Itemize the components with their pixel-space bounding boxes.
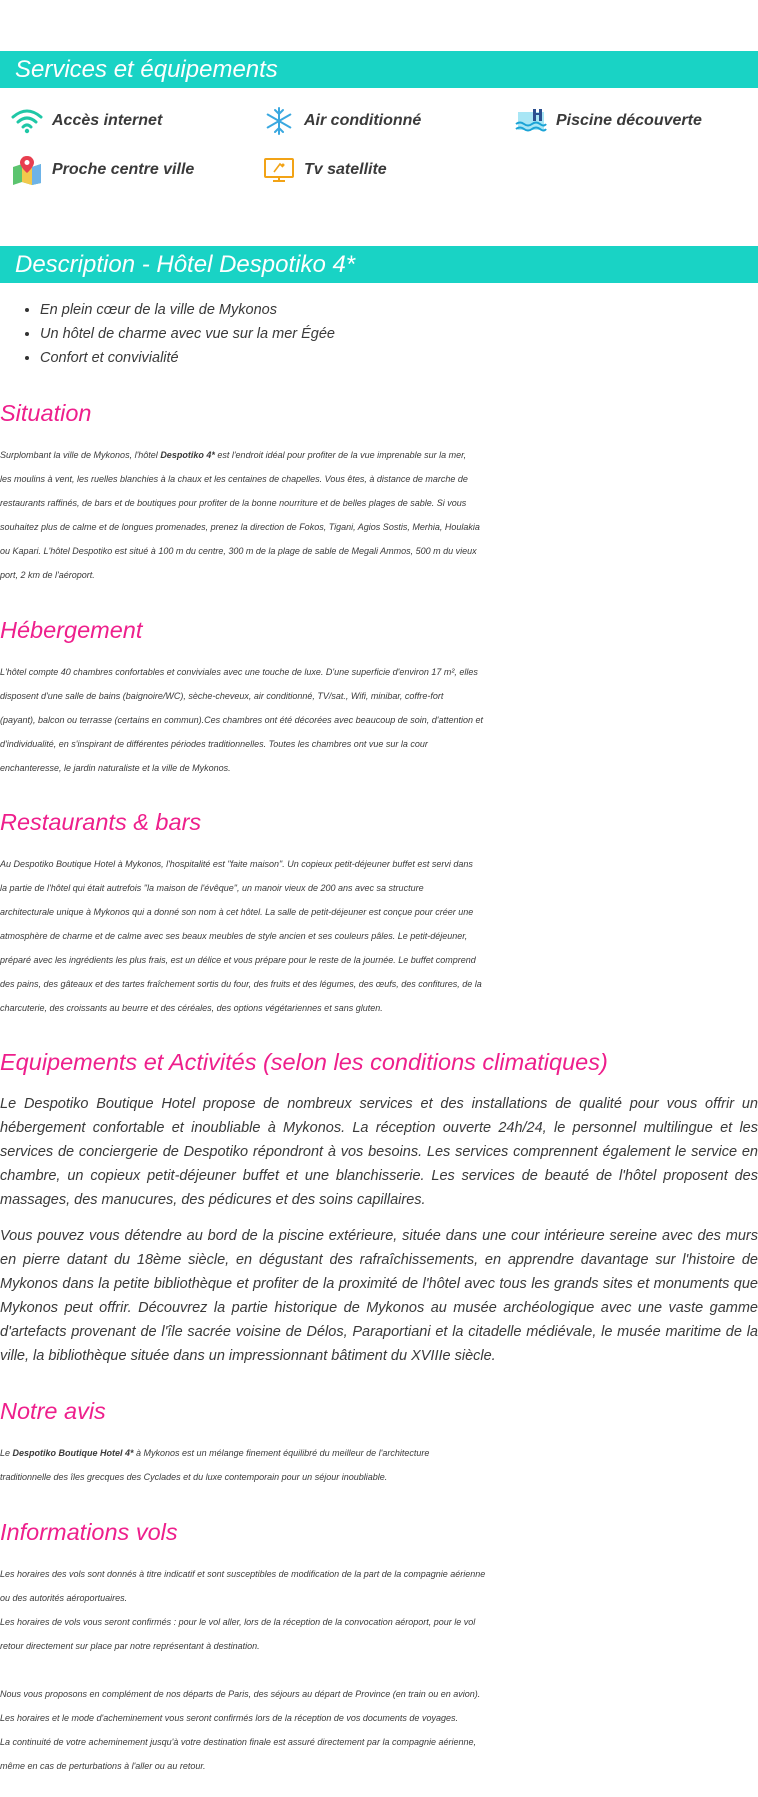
pool-icon <box>514 106 548 136</box>
service-label: Air conditionné <box>304 112 422 129</box>
avis-heading: Notre avis <box>0 1398 106 1424</box>
restaurants-line: la partie de l'hôtel qui était autrefois "la maison de l'évêque", un manoir vieux de 200 ans avec sa structure <box>0 883 424 893</box>
service-label: Piscine découverte <box>556 112 702 129</box>
restaurants-line: architecturale unique à Mykonos qui a donné son nom à cet hôtel. La salle de petit-déjeuner est conçue pour créer une <box>0 907 474 917</box>
service-internet <box>10 106 162 136</box>
situation-line <box>0 443 758 467</box>
service-pool <box>514 106 702 136</box>
equipements-paragraph-1: Le Despotiko Boutique Hotel propose de nombreux services et des installations de qualité pour vous offrir un hébergement confortable et inoubliable à Mykonos. La réception ouverte 24h/24, le personnel multilingue et les services de conciergerie de Despotiko répondront à vos besoins. Les services comprennent également le service en chambre, un copieux petit-déjeuner buffet et une blanchisserie. Les services de beauté de l'hôtel proposent des massages, des manucures, des pédicures et des soins capillaires. <box>0 1096 758 1208</box>
situation-line: souhaitez plus de calme et de longues promenades, prenez la direction de Fokos, Tigani, Agios Sostis, Merhia, Houlakia <box>0 522 480 532</box>
hebergement-line: d'individualité, en s'inspirant de différentes périodes traditionnelles. Toutes les chambres ont vue sur la cour <box>0 739 428 749</box>
situation-line: restaurants raffinés, de bars et de boutiques pour profiter de la bonne nourriture et de belles plages de sable. Si vous <box>0 498 467 508</box>
hebergement-line: enchanteresse, le jardin naturaliste et la ville de Mykonos. <box>0 763 231 773</box>
equipements-paragraph-2: Vous pouvez vous détendre au bord de la piscine extérieure, située dans une cour intérieure sereine avec des murs en pierre datant du 18ème siècle, en dégustant des rafraîchissements, en apprendre davantage sur l'histoire de Mykonos dans la petite bibliothèque et profiter de la proximité de l'hôtel avec tous les grands sites et monuments que Mykonos peut offrir. Découvrez la partie historique de Mykonos au musée archéologique avec une vaste gamme d'artefacts provenant de l'île sacrée voisine de Délos, Paraportiani et la citadelle médiévale, le musée maritime de la ville, la bibliothèque située dans un impressionnant bâtiment du XVIIIe siècle. <box>0 1228 758 1364</box>
restaurants-heading: Restaurants & bars <box>0 809 202 835</box>
vols-text-2 <box>0 1682 758 1778</box>
avis-text <box>0 1441 758 1489</box>
situation-heading: Situation <box>0 400 92 426</box>
vols-line: retour directement sur place par notre représentant à destination. <box>0 1641 260 1651</box>
list-item: • En plein cœur de la ville de Mykonos <box>40 298 335 322</box>
list-item: • Confort et convivialité <box>40 346 335 370</box>
vols-line: Les horaires des vols sont donnés à titre indicatif et sont susceptibles de modification de la part de la compagnie aérienne <box>0 1569 486 1579</box>
hebergement-line: L'hôtel compte 40 chambres confortables et conviviales avec une touche de luxe. D'une superficie d'environ 17 m², elles <box>0 667 478 677</box>
hotel-name-bold: Despotiko 4* <box>160 450 215 460</box>
vols-line: Les horaires de vols vous seront confirmés : pour le vol aller, lors de la réception de la convocation aéroport, pour le vol <box>0 1617 476 1627</box>
map-pin-icon <box>10 155 44 185</box>
list-item: • Un hôtel de charme avec vue sur la mer Égée <box>40 322 335 346</box>
avis-hotel-name-bold: Despotiko Boutique Hotel 4* <box>12 1448 134 1458</box>
restaurants-line: Au Despotiko Boutique Hotel à Mykonos, l'hospitalité est "faite maison". Un copieux petit-déjeuner buffet est servi dans <box>0 859 473 869</box>
hebergement-line: (payant), balcon ou terrasse (certains en commun).Ces chambres ont été décorées avec beaucoup de soin, d'attention et <box>0 715 483 725</box>
vols-text-1 <box>0 1562 758 1658</box>
description-bullets <box>10 298 335 370</box>
situation-line: les moulins à vent, les ruelles blanchies à la chaux et les centaines de chapelles. Vous êtes, à distance de marche de <box>0 474 468 484</box>
description-title: Description - Hôtel Despotiko 4* <box>15 251 356 278</box>
vols-line: Nous vous proposons en complément de nos départs de Paris, des séjours au départ de Province (en train ou en avion). <box>0 1689 481 1699</box>
equipements-heading: Equipements et Activités (selon les conditions climatiques) <box>0 1049 608 1075</box>
hebergement-line: disposent d'une salle de bains (baignoire/WC), sèche-cheveux, air conditionné, TV/sat., Wifi, minibar, coffre-fort <box>0 691 444 701</box>
avis-line: traditionnelle des îles grecques des Cyclades et du luxe contemporain pour un séjour inoubliable. <box>0 1472 388 1482</box>
vols-line: Les horaires et le mode d'acheminement vous seront confirmés lors de la réception de vos documents de voyages. <box>0 1713 458 1723</box>
restaurants-line: préparé avec les ingrédients les plus frais, est un délice et vous prépare pour le reste de la journée. Le buffet comprend <box>0 955 476 965</box>
service-label: Tv satellite <box>304 161 387 178</box>
description-title-band <box>0 246 758 283</box>
situation-line: port, 2 km de l'aéroport. <box>0 570 95 580</box>
avis-intro: Le <box>0 1448 13 1458</box>
service-city-centre <box>10 155 194 185</box>
hebergement-text <box>0 660 758 780</box>
situation-text <box>0 443 758 587</box>
situation-line1-end: est l'endroit idéal pour profiter de la vue imprenable sur la mer, <box>214 450 467 460</box>
vols-line: La continuité de votre acheminement jusqu'à votre destination finale est assuré directement par la compagnie aérienne, <box>0 1737 477 1747</box>
vols-heading: Informations vols <box>0 1519 178 1545</box>
vols-line: ou des autorités aéroportuaires. <box>0 1593 128 1603</box>
service-air-conditioning <box>262 106 421 136</box>
avis-line1-end: à Mykonos est un mélange finement équilibré du meilleur de l'architecture <box>133 1448 430 1458</box>
service-label: Accès internet <box>52 112 163 129</box>
situation-intro: Surplombant la ville de Mykonos, l'hôtel <box>0 450 161 460</box>
service-satellite-tv <box>262 155 387 185</box>
avis-line <box>0 1441 758 1465</box>
service-label: Proche centre ville <box>52 161 195 178</box>
restaurants-line: des pains, des gâteaux et des tartes fraîchement sortis du four, des fruits et des légumes, des œufs, des confitures, de la <box>0 979 482 989</box>
vols-line: même en cas de perturbations à l'aller ou au retour. <box>0 1761 206 1771</box>
services-title: Services et équipements <box>15 56 278 83</box>
situation-line: ou Kapari. L'hôtel Despotiko est situé à 100 m du centre, 300 m de la plage de sable de Megali Ammos, 500 m du vieux <box>0 546 477 556</box>
wifi-icon <box>10 106 44 136</box>
restaurants-line: atmosphère de charme et de calme avec ses beaux meubles de style ancien et ses couleurs pâles. Le petit-déjeuner, <box>0 931 468 941</box>
services-title-band <box>0 51 758 88</box>
snowflake-icon <box>262 106 296 136</box>
restaurants-line: charcuterie, des croissants au beurre et des céréales, des options végétariennes et sans gluten. <box>0 1003 383 1013</box>
restaurants-text <box>0 852 758 1020</box>
tv-icon <box>262 155 296 185</box>
hebergement-heading: Hébergement <box>0 617 143 643</box>
